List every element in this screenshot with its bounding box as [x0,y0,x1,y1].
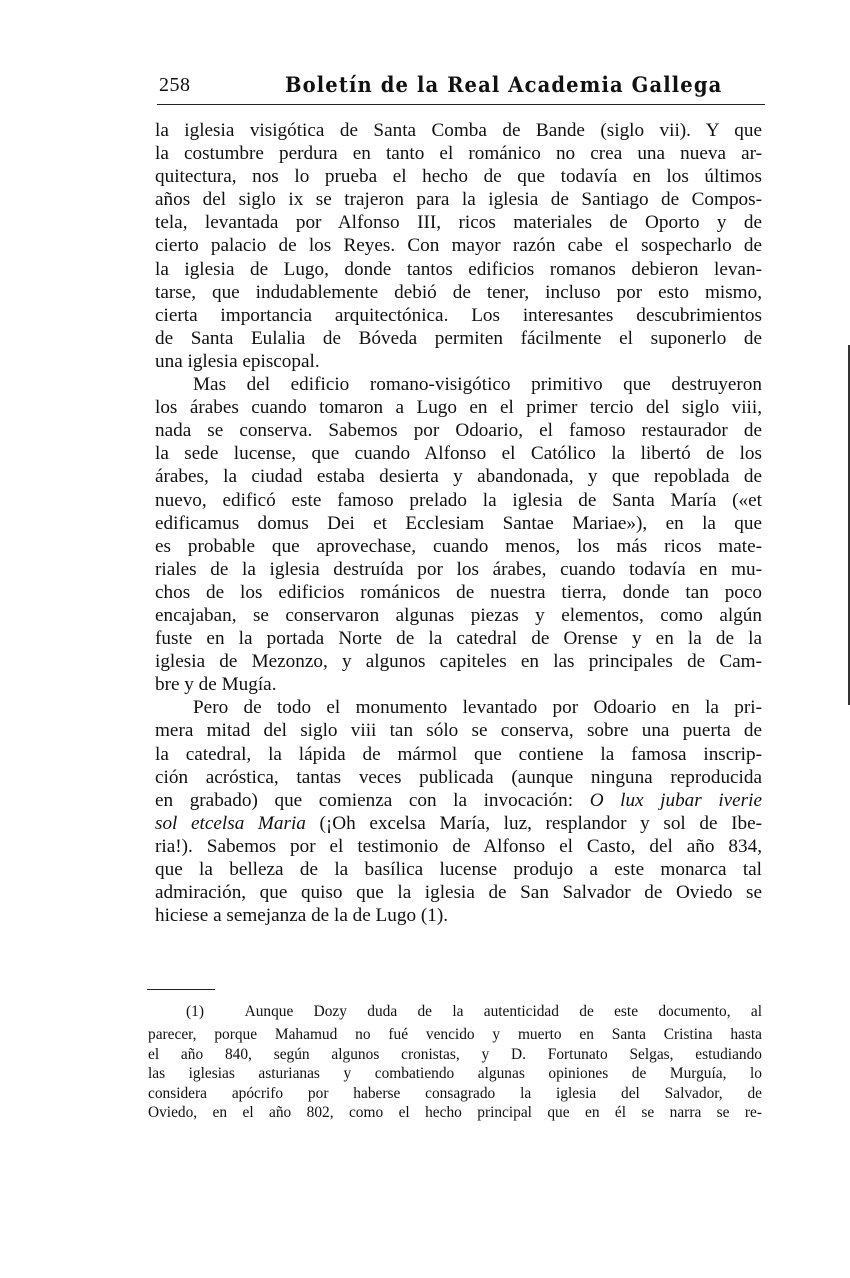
text-line: cierto palacio de los Reyes. Con mayor razón cabe el sospecharlo de [155,235,762,257]
text-line: Pero de todo el monumento levantado por Odoario en la pri- [193,697,762,719]
text-line: bre y de Mugía. [155,674,277,696]
text-line: admiración, que quiso que la iglesia de San Salvador de Oviedo se [155,882,762,904]
footnote-rule [147,989,215,990]
text-line: años del siglo ix se trajeron para la iglesia de Santiago de Compos- [155,189,762,211]
footnote-line: Oviedo, en el año 802, como el hecho principal que en él se narra se re- [148,1104,762,1122]
text-line: fuste en la portada Norte de la catedral de Orense y en la de la [155,628,762,650]
footnote-marker: (1) [186,1003,204,1020]
text-line: la iglesia de Lugo, donde tantos edificios romanos debieron levan- [155,258,762,280]
footnote-line: parecer, porque Mahamud no fué vencido y muerto en Santa Cristina hasta [148,1026,762,1044]
text-line: ria!). Sabemos por el testimonio de Alfonso el Casto, del año 834, [155,835,762,857]
text-line-with-quote [155,789,762,812]
text-line: mera mitad del siglo viii tan sólo se conserva, sobre una puerta de [155,720,762,742]
text-line: iglesia de Mezonzo, y algunos capiteles en las principales de Cam- [155,651,762,673]
paragraph-2 [155,373,762,696]
paragraph-1 [155,119,762,373]
footnote-line [148,1002,762,1025]
text-fragment: Aunque Dozy duda de la autenticidad de este documento, al [244,1003,762,1020]
text-line: cierta importancia arquitectónica. Los interesantes descubrimientos [155,304,762,326]
text-line: quitectura, nos lo prueba el hecho de que todavía en los últimos [155,166,762,188]
text-line: nada se conserva. Sabemos por Odoario, el famoso restaurador de [155,420,762,442]
text-line: ción acróstica, tantas veces publicada (aunque ninguna reproducida [155,766,762,788]
journal-title: Boletín de la Real Academia Gallega [285,72,723,97]
text-line: tela, levantada por Alfonso III, ricos materiales de Oporto y de [155,212,762,234]
latin-quote: sol etcelsa Maria [155,812,306,834]
text-fragment: (¡Oh excelsa María, luz, resplandor y sol de Ibe- [305,812,762,834]
body-text [155,119,762,927]
page-number: 258 [159,74,191,96]
footnote-line: considera apócrifo por haberse consagrado la iglesia del Salvador, de [148,1084,762,1102]
text-line: la iglesia visigótica de Santa Comba de Bande (siglo vii). Y que [155,120,762,141]
text-line: riales de la iglesia destruída por los árabes, cuando todavía en mu- [155,558,762,580]
text-line: la sede lucense, que cuando Alfonso el Católico la libertó de los [155,443,762,465]
text-line: árabes, la ciudad estaba desierta y abandonada, y que repoblada de [155,466,762,488]
text-fragment: en grabado) que comienza con la invocación: [155,789,574,811]
latin-quote: O lux jubar iverie [589,789,762,811]
text-line: edificamus domus Dei et Ecclesiam Santae Mariae»), en la que [155,512,762,534]
text-line: los árabes cuando tomaron a Lugo en el primer tercio del siglo viii, [155,397,762,419]
text-line: la costumbre perdura en tanto el románico no crea una nueva ar- [155,143,762,165]
footnote-line: las iglesias asturianas y combatiendo algunas opiniones de Murguía, lo [148,1065,762,1083]
paragraph-3 [155,696,762,927]
text-line: chos de los edificios románicos de nuestra tierra, donde tan poco [155,581,762,603]
text-line: la catedral, la lápida de mármol que contiene la famosa inscrip- [155,743,762,765]
text-line: nuevo, edificó este famoso prelado la iglesia de Santa María («et [155,489,762,511]
text-line: hiciese a semejanza de la de Lugo (1). [155,905,449,927]
footnote-line: el año 840, según algunos cronistas, y D. Fortunato Selgas, estudiando [148,1045,762,1063]
text-line: una iglesia episcopal. [155,350,320,372]
text-line: tarse, que indudablemente debió de tener, incluso por esto mismo, [155,281,762,303]
text-line-with-quote [155,812,762,835]
text-line: Mas del edificio romano-visigótico primitivo que destruyeron [193,374,762,396]
text-line: encajaban, se conservaron algunas piezas y elementos, como algún [155,604,762,626]
header-rule [157,104,765,105]
footnote [148,1002,762,1123]
text-line: es probable que aprovechase, cuando menos, los más ricos mate- [155,535,762,557]
running-head [157,72,765,104]
text-line: de Santa Eulalia de Bóveda permiten fácilmente el suponerlo de [155,327,762,349]
text-line: que la belleza de la basílica lucense produjo a este monarca tal [155,859,762,880]
